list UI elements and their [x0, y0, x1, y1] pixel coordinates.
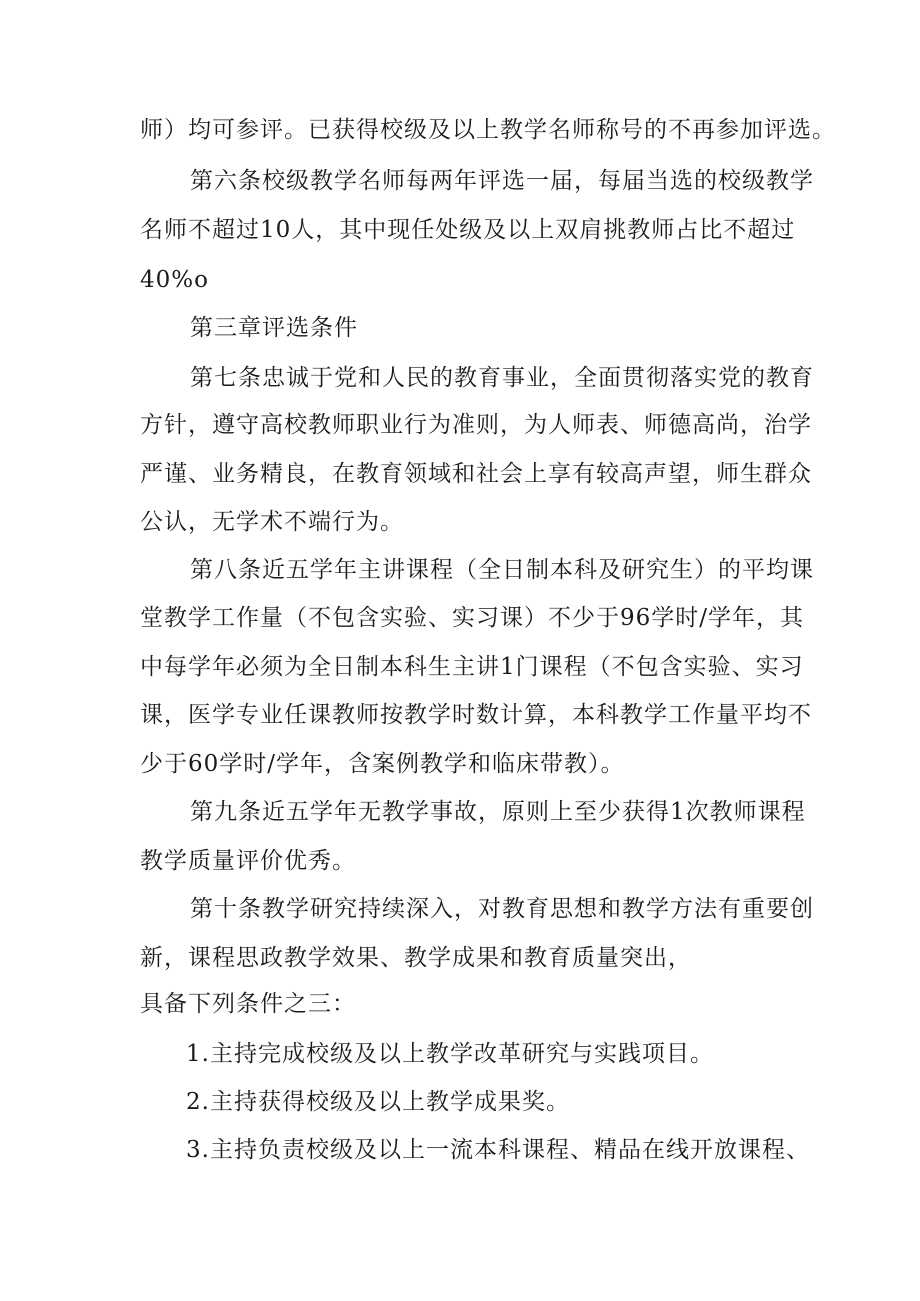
text-line: 师）均可参评。已获得校级及以上教学名师称号的不再参加评选。	[140, 117, 836, 143]
list-item: 1.主持完成校级及以上教学改革研究与实践项目。	[186, 1041, 714, 1067]
text-line: 中每学年必须为全日制本科生主讲1门课程（不包含实验、实习	[140, 654, 804, 680]
text-line: 课，医学专业任课教师按教学时数计算，本科教学工作量平均不	[140, 702, 812, 728]
text-line: 具备下列条件之三：	[140, 991, 356, 1017]
list-item: 3.主持负责校级及以上一流本科课程、精品在线开放课程、	[186, 1137, 810, 1163]
list-item: 2.主持获得校级及以上教学成果奖。	[186, 1089, 570, 1115]
text-line: 严谨、业务精良，在教育领域和社会上享有较高声望，师生群众	[140, 461, 812, 487]
text-line: 第九条近五学年无教学事故，原则上至少获得1次教师课程	[190, 799, 806, 825]
text-line: 第八条近五学年主讲课程（全日制本科及研究生）的平均课	[190, 557, 814, 583]
chapter-heading: 第三章评选条件	[190, 315, 358, 341]
text-line: 公认，无学术不端行为。	[140, 509, 404, 535]
text-line: 少于60学时/学年，含案例教学和临床带教）。	[140, 751, 625, 777]
text-line: 第六条校级教学名师每两年评选一届，每届当选的校级教学	[190, 168, 814, 194]
text-line: 新，课程思政教学效果、教学成果和教育质量突出，	[140, 945, 692, 971]
text-line: 名师不超过10人，其中现任处级及以上双肩挑教师占比不超过	[140, 217, 796, 243]
text-line: 堂教学工作量（不包含实验、实习课）不少于96学时/学年，其	[140, 605, 805, 631]
text-line: 40%o	[140, 267, 209, 293]
text-line: 教学质量评价优秀。	[140, 848, 356, 874]
text-line: 方针，遵守高校教师职业行为准则，为人师表、师德高尚，治学	[140, 412, 812, 438]
text-line: 第十条教学研究持续深入，对教育思想和教学方法有重要创	[190, 896, 814, 922]
text-line: 第七条忠诚于党和人民的教育事业，全面贯彻落实党的教育	[190, 365, 814, 391]
